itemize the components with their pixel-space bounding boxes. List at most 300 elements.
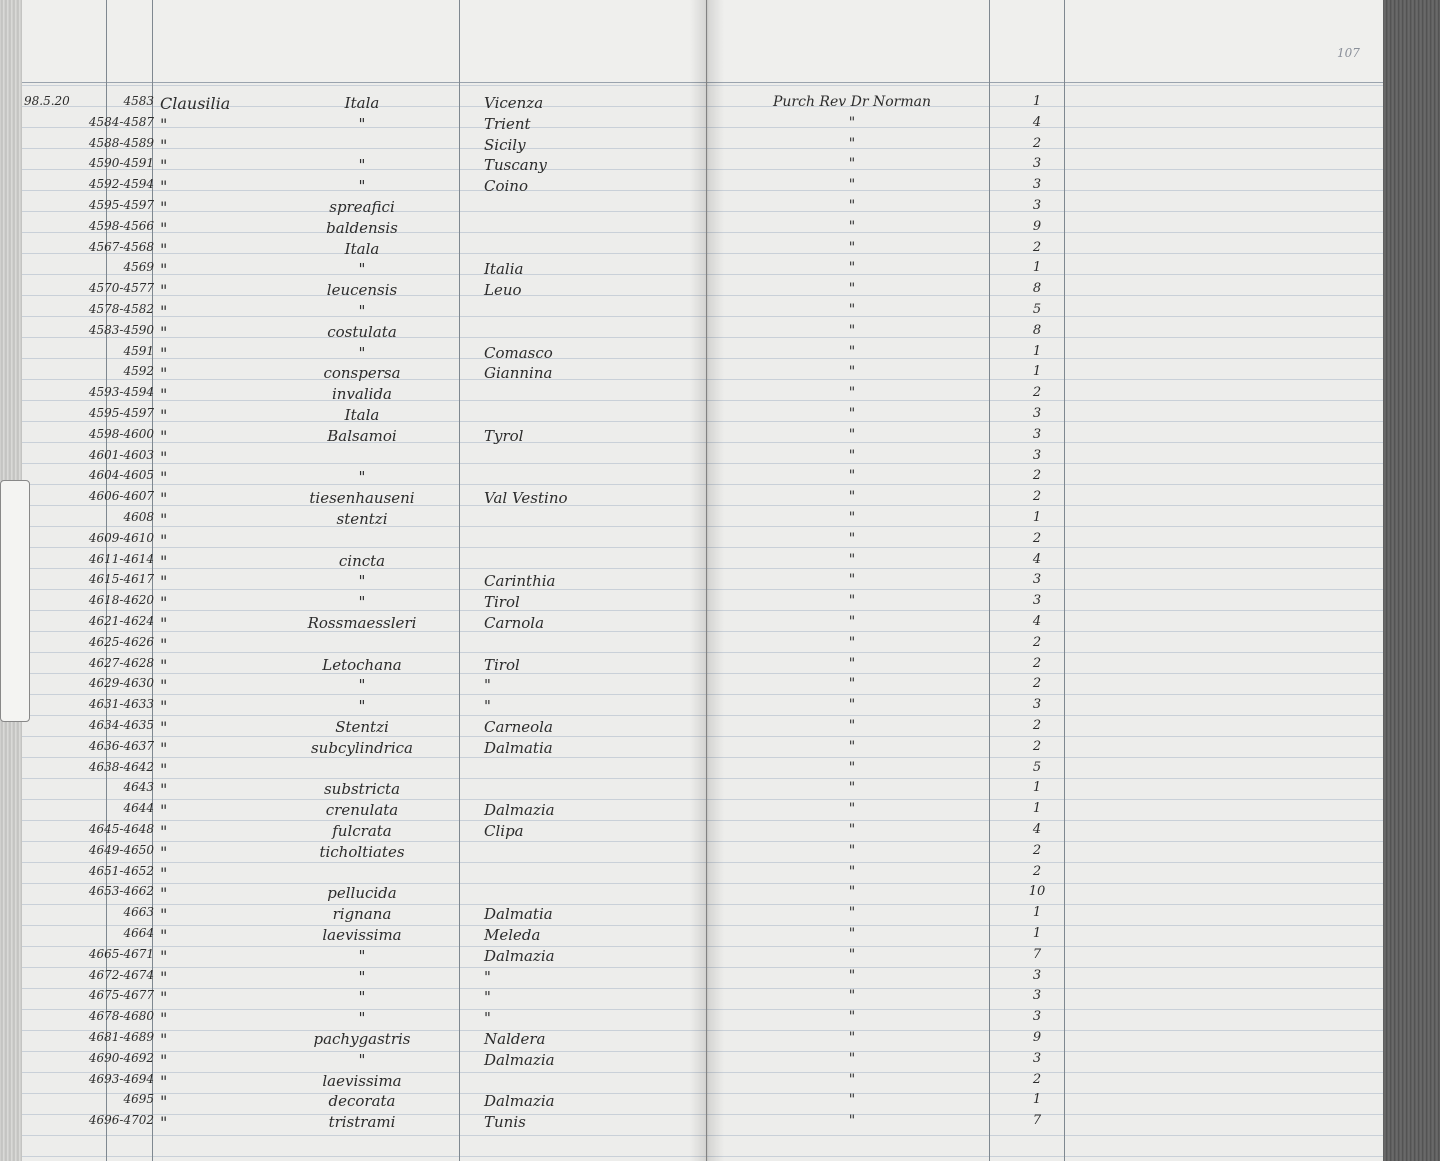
table-row	[707, 799, 1383, 820]
cell-source: "	[848, 344, 856, 360]
table-row	[707, 986, 1383, 1007]
table-row	[0, 342, 706, 363]
cell-count: 1	[1032, 1092, 1042, 1107]
cell-source: "	[848, 510, 856, 526]
cell-genus: "	[160, 572, 168, 591]
cell-species: rignana	[332, 905, 392, 923]
cell-genus: "	[160, 115, 168, 134]
cell-count: 3	[1032, 1009, 1042, 1024]
cell-locality: Meleda	[484, 926, 541, 944]
table-row	[707, 154, 1383, 175]
page-edges-right	[1383, 0, 1440, 1161]
cell-species: "	[358, 697, 366, 715]
cell-source: "	[848, 968, 856, 984]
cell-species: spreafici	[329, 198, 395, 216]
cell-species: "	[358, 156, 366, 174]
cell-genus: "	[160, 926, 168, 945]
cell-locality: Tirol	[484, 593, 520, 611]
cell-count: 1	[1032, 780, 1042, 795]
cell-count: 3	[1032, 156, 1042, 171]
cell-num: 4649-4650	[88, 843, 154, 857]
table-row	[0, 591, 706, 612]
cell-source: "	[848, 801, 856, 817]
cell-species: Itala	[344, 94, 380, 112]
cell-locality: Dalmatia	[484, 905, 553, 923]
table-row	[707, 1070, 1383, 1091]
cell-locality: "	[484, 676, 491, 694]
table-row	[707, 404, 1383, 425]
cell-genus: "	[160, 656, 168, 675]
cell-count: 4	[1032, 614, 1042, 629]
cell-count: 4	[1032, 115, 1042, 130]
cell-count: 2	[1032, 489, 1042, 504]
cell-genus: "	[160, 468, 168, 487]
table-row	[0, 570, 706, 591]
cell-num: 4595-4597	[88, 406, 154, 420]
table-row	[0, 134, 706, 155]
cell-source: "	[848, 364, 856, 380]
cell-source: "	[848, 219, 856, 235]
table-row	[0, 300, 706, 321]
table-row	[0, 279, 706, 300]
cell-num: 4651-4652	[88, 864, 154, 878]
cell-genus: "	[160, 448, 168, 467]
cell-locality: Dalmazia	[484, 1051, 555, 1069]
cell-genus: "	[160, 1009, 168, 1028]
cell-species: laevissima	[322, 1072, 402, 1090]
header-band-right	[707, 0, 1383, 83]
cell-species: pachygastris	[313, 1030, 411, 1048]
cell-num: 4618-4620	[88, 593, 154, 607]
cell-num: 4601-4603	[88, 448, 154, 462]
cell-genus: "	[160, 302, 168, 321]
table-row	[0, 695, 706, 716]
table-row	[0, 1070, 706, 1091]
table-row	[707, 238, 1383, 259]
table-row	[707, 633, 1383, 654]
cell-genus: "	[160, 323, 168, 342]
cell-locality: Vicenza	[484, 94, 544, 112]
cell-count: 9	[1032, 219, 1042, 234]
table-row	[707, 945, 1383, 966]
cell-species: Balsamoi	[327, 427, 397, 445]
cell-source: "	[848, 884, 856, 900]
cell-locality: Trient	[484, 115, 531, 133]
cell-count: 1	[1032, 260, 1042, 275]
cell-species: "	[358, 593, 366, 611]
table-row	[707, 716, 1383, 737]
table-row	[0, 383, 706, 404]
cell-num: 4606-4607	[88, 489, 154, 503]
table-row	[0, 217, 706, 238]
cell-count: 9	[1032, 1030, 1042, 1045]
cell-genus: "	[160, 801, 168, 820]
cell-count: 3	[1032, 177, 1042, 192]
cell-genus: "	[160, 385, 168, 404]
cell-num: 4625-4626	[88, 635, 154, 649]
page-number: 107	[1337, 46, 1360, 60]
cell-source: "	[848, 1009, 856, 1025]
cell-genus: "	[160, 531, 168, 550]
cell-genus: "	[160, 635, 168, 654]
cell-num: 4590-4591	[88, 156, 154, 170]
cell-locality: "	[484, 1009, 491, 1027]
cell-num: 4583	[123, 94, 154, 108]
cell-source: "	[848, 531, 856, 547]
table-row	[0, 238, 706, 259]
cell-species: stentzi	[336, 510, 388, 528]
cell-species: "	[358, 115, 366, 133]
table-row	[707, 862, 1383, 883]
cell-source: "	[848, 260, 856, 276]
cell-species: ticholtiates	[319, 843, 405, 861]
cell-source: "	[848, 323, 856, 339]
cell-genus: "	[160, 676, 168, 695]
cell-species: "	[358, 260, 366, 278]
cell-source: "	[848, 864, 856, 880]
cell-locality: Dalmazia	[484, 947, 555, 965]
table-row	[707, 425, 1383, 446]
cell-count: 2	[1032, 864, 1042, 879]
cell-genus: "	[160, 718, 168, 737]
cell-species: "	[358, 177, 366, 195]
cell-genus: "	[160, 760, 168, 779]
cell-locality: Tyrol	[484, 427, 524, 445]
cell-locality: "	[484, 988, 491, 1006]
cell-locality: "	[484, 968, 491, 986]
cell-species: "	[358, 676, 366, 694]
table-row	[0, 945, 706, 966]
cell-count: 1	[1032, 801, 1042, 816]
cell-genus: "	[160, 364, 168, 383]
cell-genus: "	[160, 427, 168, 446]
cell-species: subcylindrica	[310, 739, 413, 757]
table-row	[707, 612, 1383, 633]
cell-source: "	[848, 468, 856, 484]
cell-num: 4584-4587	[88, 115, 154, 129]
cell-source: "	[848, 281, 856, 297]
cell-count: 2	[1032, 635, 1042, 650]
cell-locality: Tuscany	[484, 156, 547, 174]
cell-locality: Italia	[484, 260, 524, 278]
cell-source: "	[848, 552, 856, 568]
cell-count: 7	[1032, 1113, 1042, 1128]
table-row	[707, 217, 1383, 238]
cell-num: 4593-4594	[88, 385, 154, 399]
cell-count: 5	[1032, 302, 1042, 317]
cell-count: 1	[1032, 364, 1042, 379]
table-row	[0, 487, 706, 508]
table-row	[707, 529, 1383, 550]
cell-locality: Comasco	[484, 344, 553, 362]
cell-source: "	[848, 614, 856, 630]
cell-source: "	[848, 656, 856, 672]
cell-source: "	[848, 427, 856, 443]
cell-source: "	[848, 780, 856, 796]
table-row	[0, 113, 706, 134]
cell-num: 4591	[123, 344, 154, 358]
table-row	[707, 508, 1383, 529]
table-row	[707, 279, 1383, 300]
table-row	[0, 654, 706, 675]
table-row	[707, 966, 1383, 987]
cell-count: 3	[1032, 572, 1042, 587]
table-row	[0, 1111, 706, 1132]
cell-species: invalida	[331, 385, 392, 403]
cell-num: 4631-4633	[88, 697, 154, 711]
cell-species: "	[358, 344, 366, 362]
cell-species: "	[358, 468, 366, 486]
table-row	[707, 820, 1383, 841]
cell-num: 4696-4702	[88, 1113, 154, 1127]
cell-num: 4690-4692	[88, 1051, 154, 1065]
cell-count: 2	[1032, 385, 1042, 400]
cell-source: "	[848, 988, 856, 1004]
table-row	[707, 175, 1383, 196]
cell-genus: "	[160, 697, 168, 716]
table-row	[0, 758, 706, 779]
table-row	[0, 92, 706, 113]
cell-locality: Tirol	[484, 656, 520, 674]
table-row	[0, 466, 706, 487]
cell-num: 4693-4694	[88, 1072, 154, 1086]
cell-source: "	[848, 302, 856, 318]
cell-genus: "	[160, 884, 168, 903]
cell-genus: "	[160, 552, 168, 571]
cell-count: 1	[1032, 905, 1042, 920]
cell-source: "	[848, 385, 856, 401]
cell-genus: "	[160, 344, 168, 363]
cell-source: "	[848, 489, 856, 505]
cell-locality: Carinthia	[484, 572, 556, 590]
cell-locality: Giannina	[484, 364, 553, 382]
table-row	[707, 1007, 1383, 1028]
cell-num: 4608	[123, 510, 154, 524]
table-row	[707, 92, 1383, 113]
cell-num: 4611-4614	[88, 552, 154, 566]
table-row	[0, 882, 706, 903]
table-row	[0, 924, 706, 945]
cell-genus: "	[160, 1113, 168, 1132]
cell-num: 4570-4577	[88, 281, 154, 295]
cell-count: 2	[1032, 739, 1042, 754]
table-row	[0, 1028, 706, 1049]
cell-source: "	[848, 843, 856, 859]
cell-source: "	[848, 136, 856, 152]
cell-genus: "	[160, 843, 168, 862]
table-row	[707, 737, 1383, 758]
cell-locality: Leuo	[484, 281, 522, 299]
cell-species: "	[358, 988, 366, 1006]
cell-source: "	[848, 406, 856, 422]
cell-count: 2	[1032, 656, 1042, 671]
cell-species: "	[358, 572, 366, 590]
cell-num: 4672-4674	[88, 968, 154, 982]
table-row	[707, 321, 1383, 342]
table-row	[707, 924, 1383, 945]
cell-count: 3	[1032, 427, 1042, 442]
cell-genus: "	[160, 614, 168, 633]
cell-genus: "	[160, 281, 168, 300]
cell-genus: "	[160, 219, 168, 238]
table-row	[707, 903, 1383, 924]
table-row	[707, 300, 1383, 321]
cell-species: laevissima	[322, 926, 402, 944]
cell-genus: "	[160, 156, 168, 175]
table-row	[707, 591, 1383, 612]
cell-species: "	[358, 302, 366, 320]
cell-genus: "	[160, 136, 168, 155]
cell-genus: "	[160, 260, 168, 279]
cell-species: decorata	[328, 1092, 396, 1110]
cell-count: 2	[1032, 468, 1042, 483]
table-row	[707, 383, 1383, 404]
cell-genus: "	[160, 593, 168, 612]
cell-species: Letochana	[322, 656, 402, 674]
cell-num: 4634-4635	[88, 718, 154, 732]
table-row	[707, 1090, 1383, 1111]
cell-genus: "	[160, 1072, 168, 1091]
cell-species: cincta	[338, 552, 386, 570]
cell-count: 2	[1032, 531, 1042, 546]
cell-source: "	[848, 593, 856, 609]
cell-count: 3	[1032, 448, 1042, 463]
cell-num: 4663	[123, 905, 154, 919]
table-row	[0, 404, 706, 425]
cell-species: "	[358, 947, 366, 965]
cell-species: "	[358, 968, 366, 986]
cell-genus: "	[160, 406, 168, 425]
table-row	[0, 196, 706, 217]
table-row	[0, 737, 706, 758]
table-row	[707, 342, 1383, 363]
cell-species: conspersa	[323, 364, 401, 382]
cell-count: 1	[1032, 94, 1042, 109]
cell-num: 4598-4600	[88, 427, 154, 441]
table-row	[0, 820, 706, 841]
cell-source: "	[848, 947, 856, 963]
cell-source: "	[848, 448, 856, 464]
cell-locality: "	[484, 697, 491, 715]
table-row	[707, 550, 1383, 571]
table-row	[0, 529, 706, 550]
cell-num: 4678-4680	[88, 1009, 154, 1023]
cell-count: 2	[1032, 240, 1042, 255]
cell-num: 4621-4624	[88, 614, 154, 628]
cell-genus: "	[160, 864, 168, 883]
cell-locality: Clipa	[484, 822, 524, 840]
cell-genus: "	[160, 510, 168, 529]
table-row	[707, 654, 1383, 675]
cell-genus: Clausilia	[160, 94, 231, 113]
cell-species: "	[358, 1051, 366, 1069]
cell-genus: "	[160, 988, 168, 1007]
table-row	[707, 134, 1383, 155]
cell-num: 4588-4589	[88, 136, 154, 150]
cell-count: 3	[1032, 198, 1042, 213]
cell-num: 4675-4677	[88, 988, 154, 1002]
cell-count: 3	[1032, 988, 1042, 1003]
cell-count: 3	[1032, 1051, 1042, 1066]
cell-species: fulcrata	[332, 822, 392, 840]
table-row	[0, 446, 706, 467]
cell-genus: "	[160, 198, 168, 217]
cell-locality: Carnola	[484, 614, 545, 632]
table-row	[0, 258, 706, 279]
cell-genus: "	[160, 780, 168, 799]
cell-num: 4629-4630	[88, 676, 154, 690]
table-row	[707, 466, 1383, 487]
table-row	[0, 633, 706, 654]
table-row	[0, 674, 706, 695]
cell-species: Rossmaessleri	[307, 614, 417, 632]
cell-species: leucensis	[326, 281, 398, 299]
cell-num: 4695	[123, 1092, 154, 1106]
cell-locality: Naldera	[484, 1030, 546, 1048]
table-row	[0, 986, 706, 1007]
cell-count: 8	[1032, 323, 1042, 338]
cell-num: 4665-4671	[88, 947, 154, 961]
cell-num: 4604-4605	[88, 468, 154, 482]
table-row	[0, 1090, 706, 1111]
cell-num: 4595-4597	[88, 198, 154, 212]
table-row	[707, 758, 1383, 779]
cell-source: "	[848, 635, 856, 651]
cell-num: 4664	[123, 926, 154, 940]
cell-count: 2	[1032, 676, 1042, 691]
cell-count: 1	[1032, 344, 1042, 359]
cell-count: 3	[1032, 968, 1042, 983]
cell-count: 5	[1032, 760, 1042, 775]
cell-num: 4615-4617	[88, 572, 154, 586]
table-row	[707, 1049, 1383, 1070]
cell-source: "	[848, 156, 856, 172]
cell-genus: "	[160, 905, 168, 924]
table-row	[0, 1007, 706, 1028]
table-row	[0, 321, 706, 342]
cell-source: "	[848, 697, 856, 713]
cell-num: 4644	[123, 801, 154, 815]
table-row	[0, 778, 706, 799]
cell-count: 2	[1032, 1072, 1042, 1087]
table-row	[0, 716, 706, 737]
cell-count: 1	[1032, 510, 1042, 525]
table-row	[707, 113, 1383, 134]
cell-genus: "	[160, 739, 168, 758]
left-page	[0, 0, 707, 1161]
cell-source: "	[848, 1030, 856, 1046]
cell-locality: Dalmatia	[484, 739, 553, 757]
table-row	[0, 966, 706, 987]
cell-count: 2	[1032, 136, 1042, 151]
right-page	[707, 0, 1383, 1161]
cell-count: 2	[1032, 718, 1042, 733]
table-row	[0, 362, 706, 383]
cell-num: 4653-4662	[88, 884, 154, 898]
cell-count: 10	[1028, 884, 1046, 899]
table-row	[707, 1028, 1383, 1049]
table-row	[707, 778, 1383, 799]
cell-num: 4636-4637	[88, 739, 154, 753]
table-row	[707, 1111, 1383, 1132]
table-row	[707, 446, 1383, 467]
cell-locality: Dalmazia	[484, 801, 555, 819]
cell-source: "	[848, 718, 856, 734]
cell-species: crenulata	[325, 801, 399, 819]
cell-source: "	[848, 822, 856, 838]
cell-num: 4578-4582	[88, 302, 154, 316]
cell-locality: Dalmazia	[484, 1092, 555, 1110]
